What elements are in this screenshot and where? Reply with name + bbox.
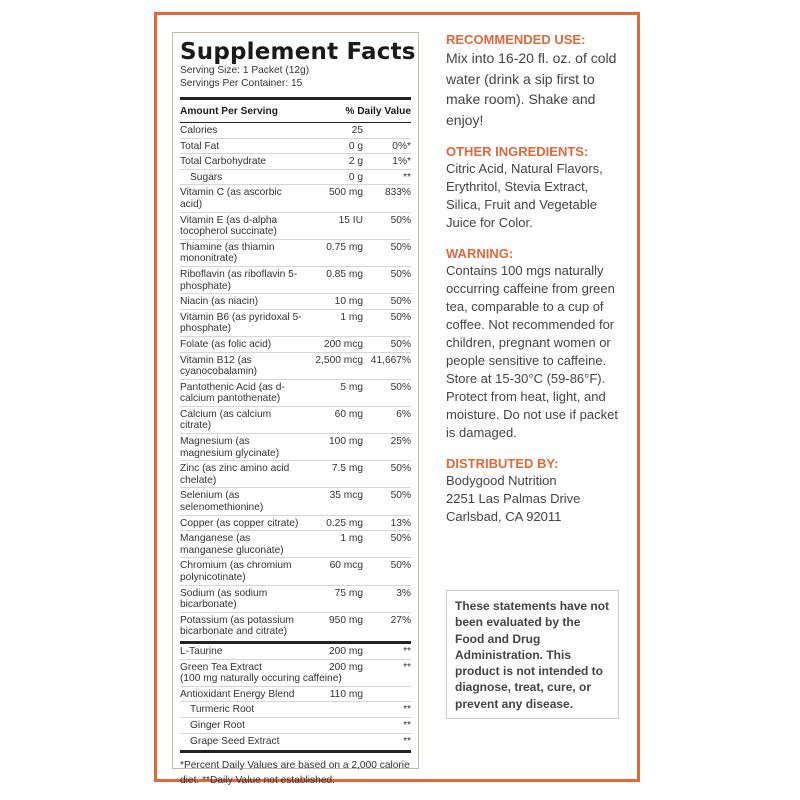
nutrient-row: Total Carbohydrate 2 g 1%* (180, 154, 411, 170)
ingredient-row: Ginger Root ** (180, 718, 411, 734)
nutrient-row: Riboflavin (as riboflavin 5-phosphate) 0.85 mg 50% (180, 267, 411, 294)
distributed-by-heading: DISTRIBUTED BY: (446, 456, 559, 471)
nutrient-row: Vitamin B12 (as cyanocobalamin) 2,500 mcg 41,667% (180, 353, 411, 380)
nutrient-row: Total Fat 0 g 0%* (180, 139, 411, 155)
nutrient-row: Chromium (as chromium polynicotinate) 60 mcg 50% (180, 558, 411, 585)
recommended-use-text: Mix into 16-20 fl. oz. of cold water (drink a sip first to make room). Shake and enjoy! (446, 50, 617, 128)
nutrient-row: Zinc (as zinc amino acid chelate) 7.5 mg 50% (180, 461, 411, 488)
ingredient-row: Antioxidant Energy Blend 110 mg (180, 687, 411, 703)
nutrient-row: Sodium (as sodium bicarbonate) 75 mg 3% (180, 586, 411, 613)
warning-heading: WARNING: (446, 246, 514, 261)
nutrient-row: Vitamin B6 (as pyridoxal 5-phosphate) 1 mg 50% (180, 310, 411, 337)
distributor-address (446, 472, 626, 526)
recommended-use-heading: RECOMMENDED USE: (446, 32, 586, 47)
ingredient-row: L-Taurine 200 mg ** (180, 644, 411, 660)
nutrient-row: Potassium (as potassium bicarbonate and citrate) 950 mg 27% (180, 614, 411, 638)
distributor-city: Carlsbad, CA 92011 (446, 509, 562, 524)
nutrient-row: Calcium (as calcium citrate) 60 mg 6% (180, 407, 411, 434)
nutrient-row: Copper (as copper citrate) 0.25 mg 13% (180, 516, 411, 532)
other-ingredients-heading: OTHER INGREDIENTS: (446, 144, 589, 159)
nutrient-row: Vitamin C (as ascorbic acid) 500 mg 833% (180, 185, 411, 212)
caffeine-note: (100 mg naturally occuring caffeine) (180, 673, 342, 685)
nutrient-row: Sugars 0 g ** (180, 170, 411, 186)
other-ingredients-text: Citric Acid, Natural Flavors, Erythritol, Stevia Extract, Silica, Fruit and Vegetable Juice for Color. (446, 161, 603, 230)
nutrient-row: Selenium (as selenomethionine) 35 mcg 50% (180, 488, 411, 515)
info-column (446, 32, 626, 526)
warning-text: Contains 100 mgs naturally occurring caffeine from green tea, comparable to a cup of coffee. Not recommended for children, pregnant women or people sensitive to caffeine. Store at 15-30°C (59-86°F). Protect from heat, light, and moisture. Do not use if packet is damaged. (446, 263, 618, 440)
ingredient-row: Grape Seed Extract ** (190, 735, 411, 747)
nutrient-row: Folate (as folic acid) 200 mcg 50% (180, 337, 411, 353)
fda-disclaimer: These statements have not been evaluated by the Food and Drug Administration. This product is not intended to diagnose, treat, cure, or prevent any disease. (446, 590, 619, 719)
footnote: *Percent Daily Values are based on a 2,000 calorie diet. **Daily Value not established. (180, 760, 410, 786)
nutrient-row: Manganese (as manganese gluconate) 1 mg 50% (180, 531, 411, 558)
serving-size: Serving Size: 1 Packet (12g) (180, 65, 310, 76)
distributor-street: 2251 Las Palmas Drive (446, 491, 581, 506)
nutrient-row: Thiamine (as thiamin mononitrate) 0.75 mg 50% (180, 240, 411, 267)
distributor-name: Bodygood Nutrition (446, 473, 557, 488)
supplement-facts-panel (172, 32, 419, 786)
ingredient-row: Green Tea Extract 200 mg ** (100 mg naturally occuring caffeine) (180, 660, 411, 687)
servings-per-container: Servings Per Container: 15 (180, 77, 303, 89)
column-header (180, 100, 411, 123)
panel-title: Supplement Facts (180, 39, 416, 65)
nutrient-row: Magnesium (as magnesium glycinate) 100 mg 25% (180, 434, 411, 461)
header-dv: % Daily Value (345, 106, 411, 117)
nutrient-row: Pantothenic Acid (as d-calcium pantothenate) 5 mg 50% (180, 380, 411, 407)
nutrient-row: Niacin (as niacin) 10 mg 50% (180, 294, 411, 310)
header-amount: Amount Per Serving (180, 106, 278, 117)
nutrient-row: Calories 25 (180, 123, 411, 139)
nutrient-row: Vitamin E (as d-alpha tocopherol succinate) 15 IU 50% (180, 213, 411, 240)
ingredient-row: Turmeric Root ** (180, 702, 411, 718)
